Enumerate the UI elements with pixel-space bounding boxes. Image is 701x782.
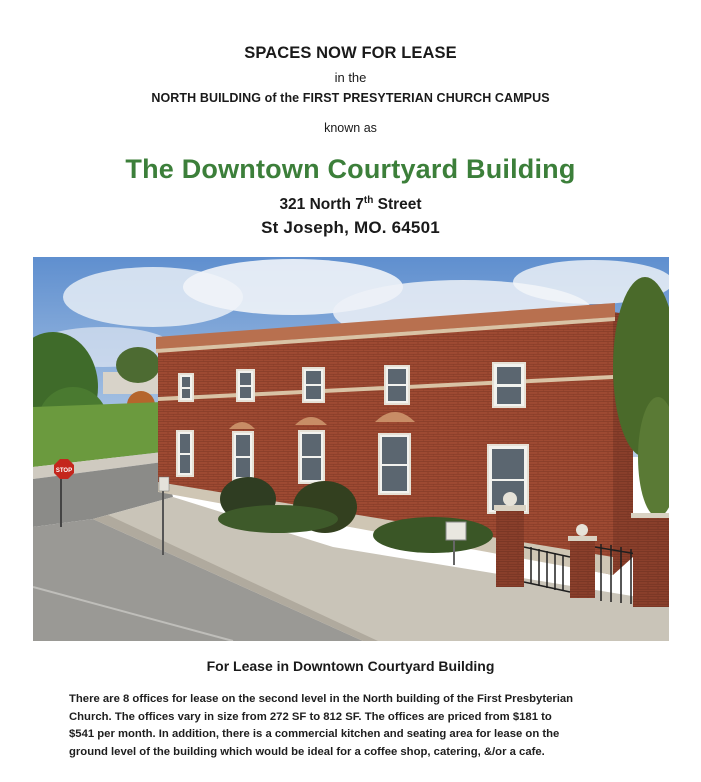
- lease-description-line: ground level of the building which would be ideal for a coffee shop, catering, &/or a cafe.: [69, 745, 545, 758]
- lease-description-line: There are 8 offices for lease on the second level in the North building of the First Presbyterian: [69, 693, 574, 705]
- street-address: [0, 195, 701, 214]
- street-number: 321 North 7: [279, 196, 364, 213]
- lease-description: [69, 691, 629, 761]
- header-line-north-building: NORTH BUILDING of the FIRST PRESYTERIAN CHURCH CAMPUS: [151, 91, 550, 105]
- svg-text:STOP: STOP: [55, 468, 73, 474]
- building-photo: [33, 257, 669, 641]
- header-line-known-as: known as: [324, 121, 377, 135]
- lease-heading: For Lease in Downtown Courtyard Building: [206, 658, 495, 674]
- street-name: Street: [373, 196, 422, 213]
- street-ordinal-suffix: th: [363, 195, 374, 206]
- lease-description-line: Church. The offices vary in size from 272 SF to 812 SF. The offices are priced from $181 to: [69, 710, 552, 723]
- header-line-in-the: in the: [334, 70, 367, 85]
- building-title: The Downtown Courtyard Building: [125, 154, 576, 184]
- lease-description-line: $541 per month. In addition, there is a commercial kitchen and seating area for lease on the: [69, 728, 560, 740]
- city-address: St Joseph, MO. 64501: [261, 218, 440, 237]
- header-line-spaces: SPACES NOW FOR LEASE: [244, 44, 457, 62]
